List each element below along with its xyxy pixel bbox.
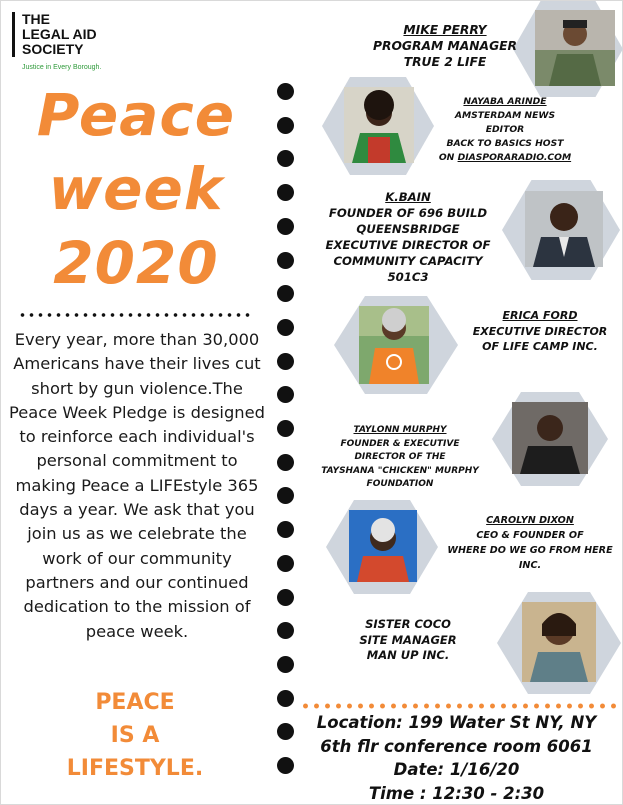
event-location: Location: 199 Water St NY, NY <box>316 713 597 732</box>
divider-dot <box>277 83 294 100</box>
speaker-line: EXECUTIVE DIRECTOR <box>472 324 608 338</box>
speaker-line: FOUNDER OF 696 BUILD <box>328 206 488 220</box>
speaker-line: CEO & FOUNDER OF <box>476 530 584 541</box>
divider-dot <box>277 521 294 538</box>
event-details <box>290 711 623 805</box>
divider-dot <box>277 353 294 370</box>
speaker-line: SITE MANAGER <box>359 632 457 647</box>
speaker-line: PROGRAM MANAGER <box>372 39 518 53</box>
logo-line-3: SOCIETY <box>22 41 84 57</box>
divider-dot <box>277 319 294 336</box>
divider-dot <box>277 150 294 167</box>
speaker-k-bain <box>318 189 498 285</box>
divider-dot <box>277 454 294 471</box>
speaker-line: DIRECTOR OF THE <box>354 452 446 462</box>
speaker-photo-k-bain <box>525 191 603 267</box>
speaker-line: AMSTERDAM NEWS <box>454 110 556 121</box>
diaspora-radio-link[interactable]: DIASPORARADIO.COM <box>457 152 572 163</box>
speaker-line: INC. <box>518 560 542 571</box>
divider-dot <box>277 487 294 504</box>
divider-dot <box>277 252 294 269</box>
speaker-line: 501C3 <box>387 270 429 284</box>
divider-dot <box>277 589 294 606</box>
speaker-photo-carolyn-dixon <box>349 510 417 582</box>
speaker-line: BACK TO BASICS HOST <box>446 138 564 149</box>
speaker-line: EDITOR <box>485 124 525 135</box>
event-date: Date: 1/16/20 <box>393 760 520 779</box>
divider-dot <box>277 690 294 707</box>
slogan-line-2: IS A <box>110 723 160 748</box>
speaker-name: ERICA FORD <box>502 309 578 322</box>
speaker-line: OF LIFE CAMP INC. <box>482 340 598 353</box>
speaker-name: CAROLYN DIXON <box>486 515 574 526</box>
speaker-line: TRUE 2 LIFE <box>403 55 487 69</box>
speaker-nayaba-arinde <box>425 95 585 165</box>
speaker-name: K.BAIN <box>385 190 431 204</box>
speaker-line: FOUNDATION <box>366 479 434 489</box>
title-line-1: Peace <box>36 81 236 149</box>
event-room: 6th flr conference room 6061 <box>320 736 593 756</box>
divider-dot <box>277 386 294 403</box>
slogan-line-3: LIFESTYLE. <box>66 756 204 781</box>
speaker-name: NAYABA ARINDE <box>463 96 547 107</box>
logo-line-1: THE <box>22 11 50 27</box>
speaker-erica-ford <box>460 308 620 355</box>
speaker-link-line <box>425 151 585 165</box>
speaker-photo-nayaba-arinde <box>344 87 414 163</box>
speaker-line: COMMUNITY CAPACITY <box>333 254 483 268</box>
logo-bar <box>12 12 15 57</box>
dotted-divider <box>18 312 250 318</box>
event-time: Time : 12:30 - 2:30 <box>368 783 545 803</box>
divider-dot <box>277 218 294 235</box>
speaker-line: FOUNDER & EXECUTIVE <box>340 438 460 449</box>
divider-dot <box>277 622 294 639</box>
speaker-taylonn-murphy <box>310 424 490 492</box>
orange-dotted-divider <box>300 702 620 710</box>
description-paragraph: Every year, more than 30,000 Americans have their lives cut short by gun violence.The Peace Week Pledge is designed to reinforce each individual's personal commitment to making Peace a LIFEstyle 365 days a year. We ask that you join us as we celebrate the work of our community partners and our continued dedication to the mission of peace week. <box>9 330 265 641</box>
divider-dot <box>277 184 294 201</box>
speaker-name: MIKE PERRY <box>403 23 487 37</box>
title-line-2: week <box>48 155 224 223</box>
speaker-photo-taylonn-murphy <box>512 402 588 474</box>
speaker-photo-erica-ford <box>359 306 429 384</box>
link-prefix: ON <box>438 152 458 163</box>
logo-line-2: LEGAL AID <box>22 26 97 42</box>
speaker-sister-coco <box>338 617 478 664</box>
speaker-carolyn-dixon <box>440 513 620 573</box>
speaker-line: MAN UP INC. <box>366 648 450 662</box>
slogan-line-1: PEACE <box>95 690 175 715</box>
speaker-line: WHERE DO WE GO FROM HERE <box>447 545 613 556</box>
speaker-photo-mike-perry <box>535 10 615 86</box>
speaker-line: TAYSHANA "CHICKEN" MURPHY <box>321 465 479 476</box>
speaker-line: QUEENSBRIDGE <box>356 222 460 236</box>
logo-tagline: Justice in Every Borough. <box>22 64 102 71</box>
speaker-mike-perry <box>360 22 530 70</box>
divider-dot <box>277 420 294 437</box>
divider-dot <box>277 285 294 302</box>
speaker-name: SISTER COCO <box>365 617 451 631</box>
logo-wordmark <box>22 12 132 57</box>
divider-dot <box>277 656 294 673</box>
divider-dot <box>277 555 294 572</box>
speaker-name: TAYLONN MURPHY <box>353 425 447 435</box>
divider-dot <box>277 117 294 134</box>
speaker-photo-sister-coco <box>522 602 596 682</box>
vertical-dot-divider <box>277 83 295 803</box>
slogan <box>40 686 230 785</box>
title-line-3: 2020 <box>53 229 219 297</box>
page-title <box>16 78 256 300</box>
speaker-line: EXECUTIVE DIRECTOR OF <box>325 238 491 252</box>
